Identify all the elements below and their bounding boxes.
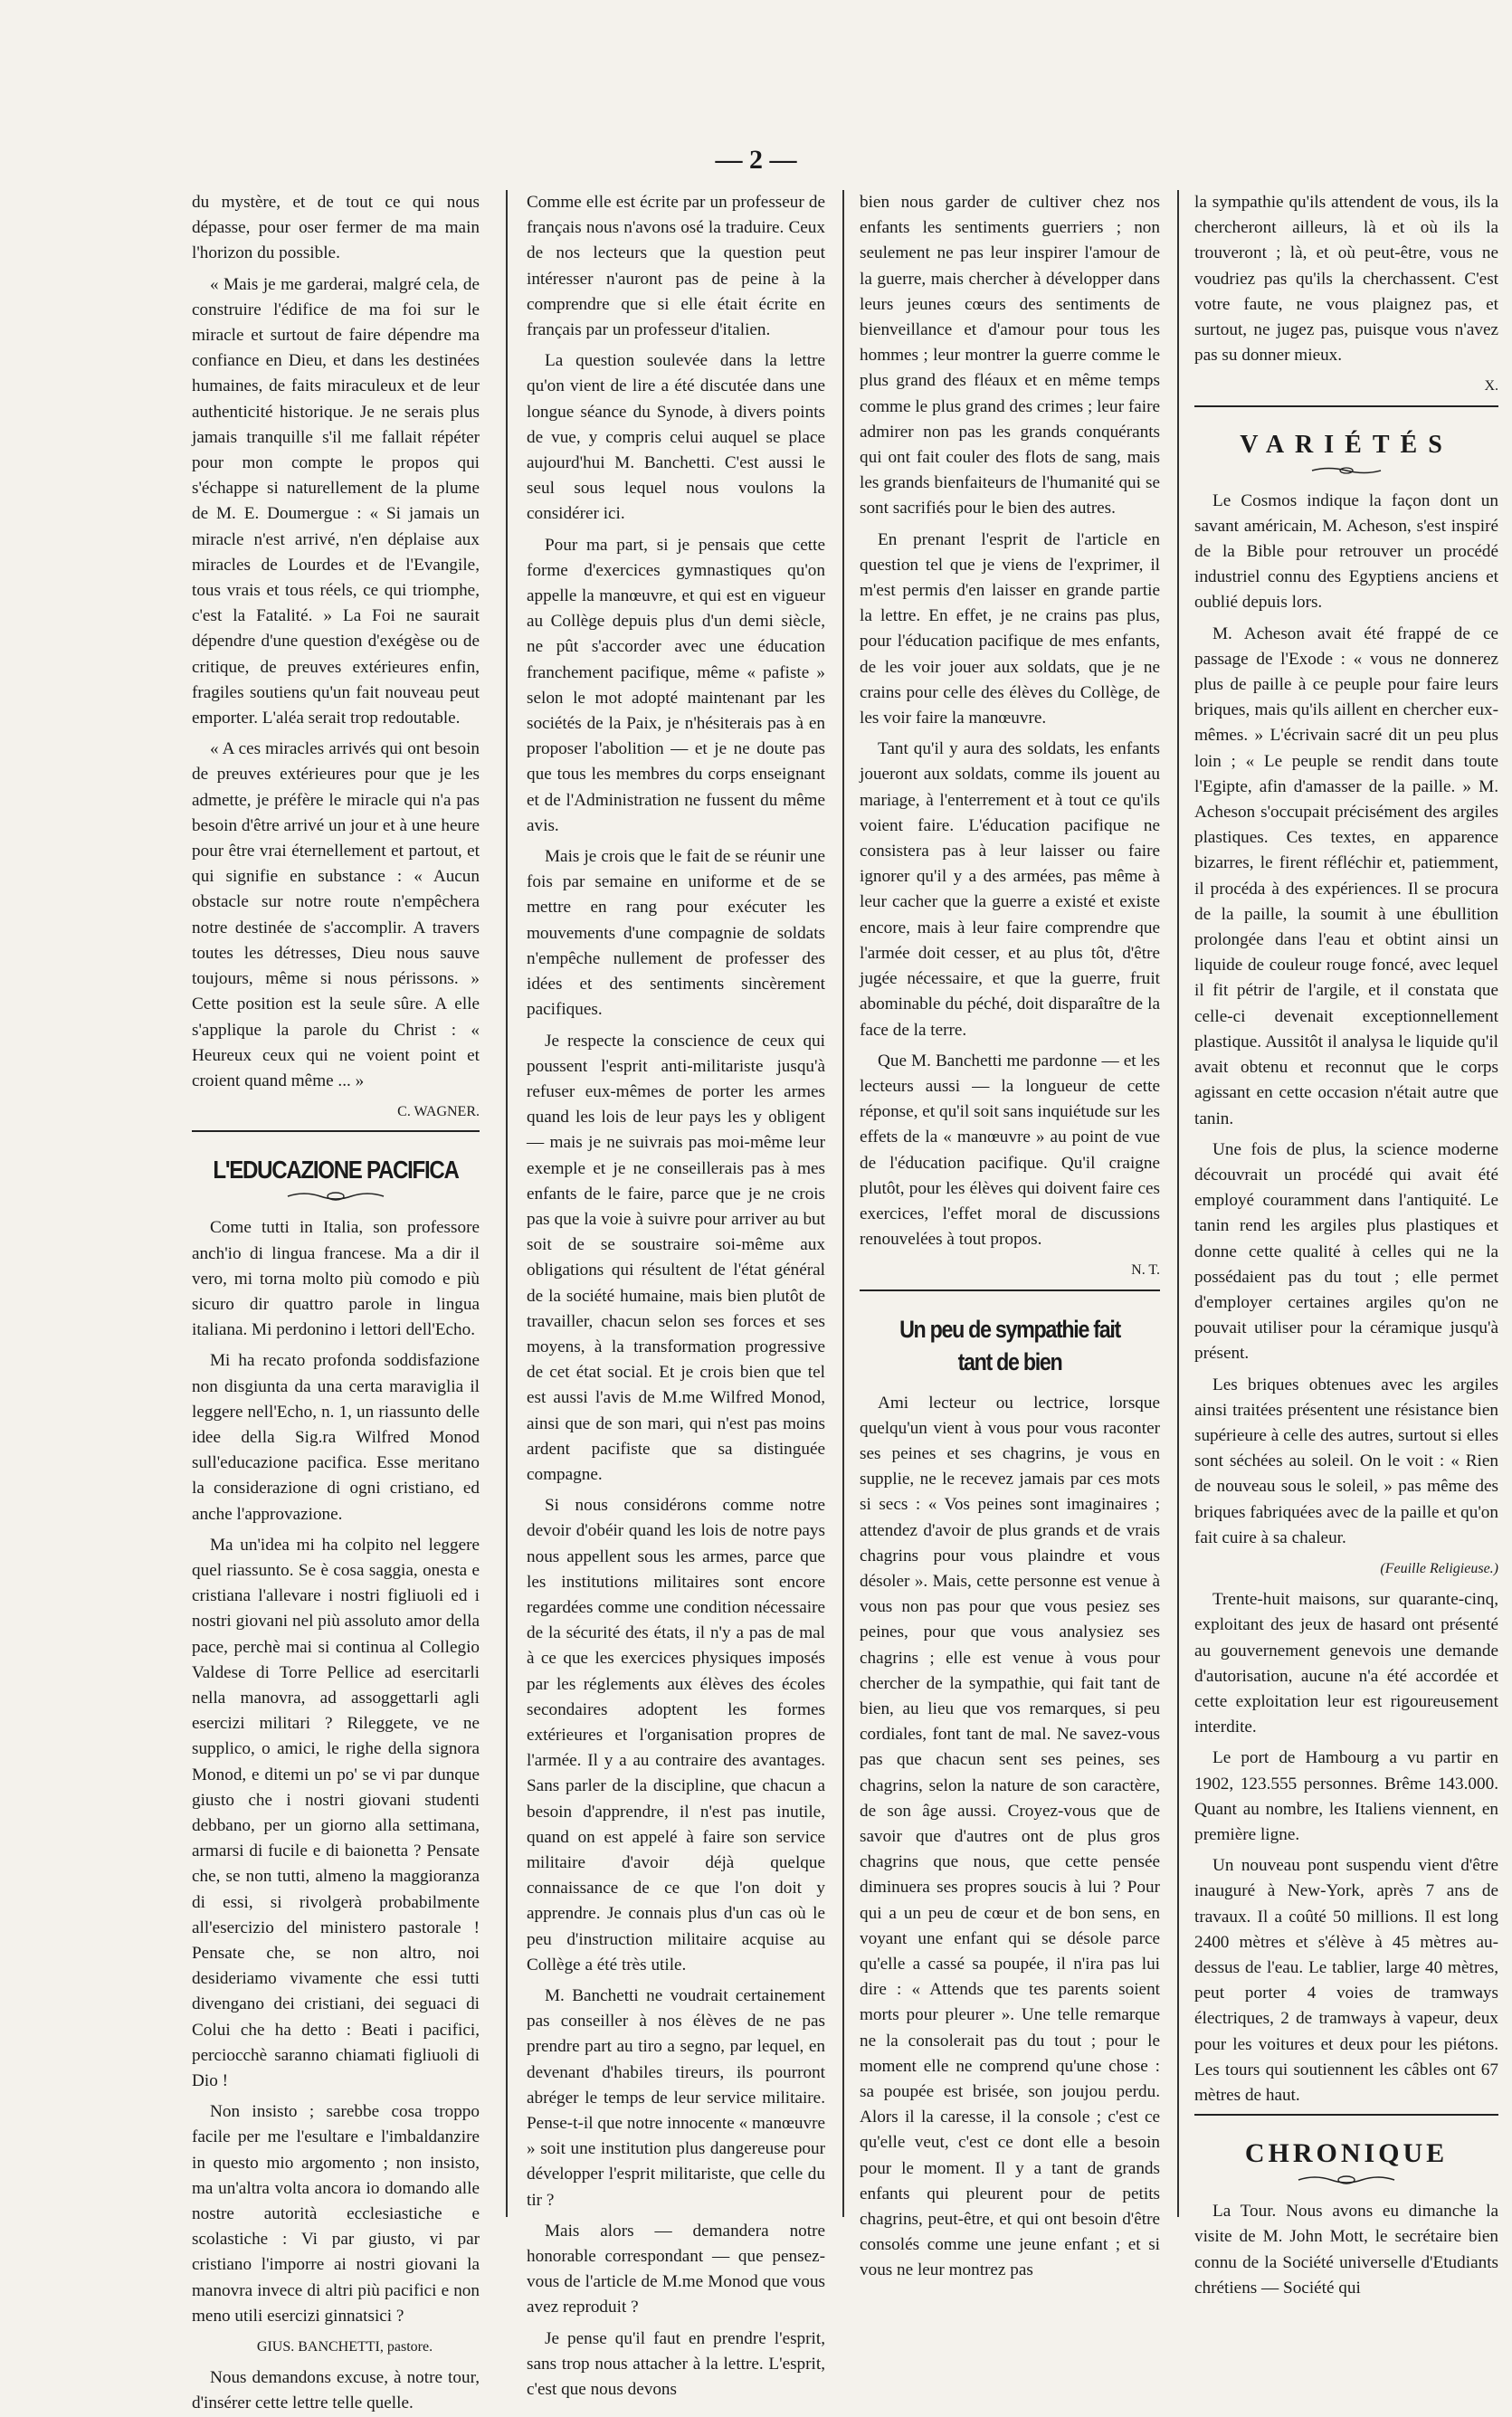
ornament-icon bbox=[1310, 465, 1383, 476]
paragraph: La question soulevée dans la lettre qu'on vient de lire a été discutée dans une longue séance du Synode, à divers points de vue, y compris celui auquel se place aujourd'hui M. Banchetti. C'est aussi le seul sous lequel nous voulons la considérer ici. bbox=[527, 351, 825, 524]
paragraph: Une fois de plus, la science moderne découvrait un procédé qui avait été employé couramment dans l'antiquité. Le tanin rend les argiles plus plastiques et donne cette qualité à celles qui ne la possédaient pas du tout ; elle permet d'employer certaines argiles qu'on ne pouvait utiliser pour la céramique jusqu'à présent. bbox=[1194, 1139, 1498, 1364]
paragraph: Trente-huit maisons, sur quarante-cinq, exploitant des jeux de hasard ont présenté au gouvernement genevois une demande d'autorisation, aucune n'a été accordée et cette exploitation leur est rigoureusement interdite. bbox=[1194, 1590, 1498, 1737]
headline: Un peu de sympathie fait tant de bien bbox=[899, 1315, 1120, 1375]
page-number: — 2 — bbox=[715, 145, 797, 175]
paragraph: Que M. Banchetti me pardonne — et les lecteurs aussi — la longueur de cette réponse, et qu'il soit sans inquiétude sur les effets de la « manœuvre » au point de vue de l'éducation pacifique. Qu'il craigne plutôt, pour les élèves qui doivent faire ces exercices, l'effet moral de discussions renouvelées à tout propos. bbox=[860, 1051, 1160, 1250]
paragraph: Mais alors — demandera notre honorable correspondant — que pensez-vous de l'article de M.me Monod que vous avez reproduit ? bbox=[527, 2221, 825, 2317]
ornament-icon bbox=[286, 1190, 385, 1203]
paragraph: Comme elle est écrite par un professeur de français nous n'avons osé la traduire. Ceux de nos lecteurs que la question peut intéresser n'auront pas de peine à la comprendre que si elle était écrite en français par un professeur d'italien. bbox=[527, 193, 825, 340]
paragraph: Pour ma part, si je pensais que cette forme d'exercices gymnastiques qu'on appelle la manœuvre, et qui est en vigueur au Collège depuis plus d'un demi siècle, ne pût s'accorder avec une éducation franchement pacifique, même « pafiste » selon le mot adopté maintenant par les sociétés de la Paix, je n'hésiterais pas à en proposer l'abolition — et je ne doute pas que tous les membres du corps enseignant et de l'Administration ne fussent du même avis. bbox=[527, 535, 825, 835]
paragraph: Ami lecteur ou lectrice, lorsque quelqu'un vient à vous pour vous raconter ses peines et ses chagrins, je vous en supplie, ne le recevez jamais par ces mots si secs : « Vos peines sont imaginaires ; attendez d'avoir de plus grands et de vrais chagrins pour vous plaindre et vous désoler ». Mais, cette personne est venue à vous non pas pour que vous pesiez ses peines, pour que vous analysiez ses chagrins ; elle est venue à vous pour chercher de la sympathie, qui fait tant de bien, au lieu que vos remarques, si peu cordiales, font tant de mal. Ne savez-vous pas que chacun sent ses peines, ses chagrins, selon la nature de son caractère, de son âge aussi. Croyez-vous que de savoir que d'autres ont de plus gros chagrins que nous, que cette pensée diminuera ses propres soucis à lui ? Pour qui a un peu de cœur et de bon sens, en voyant une enfant qui se désole parce qu'elle a cassé sa poupée, il n'ira pas lui dire : « Attends que tes parents soient morts pour pleurer ». Une telle remarque ne la consolerait pas du tout ; pour le moment elle ne comprend qu'une chose : sa poupée est brisée, son joujou perdu. Alors il la caresse, il la console ; c'est ce qu'elle veut, c'est ce dont elle a besoin pour le moment. Il y a tant de grands enfants qui pleurent pour de petits chagrins, peut-être, et qui ont besoin d'être consolés comme une jeune enfant ; et si vous ne leur montrez pas bbox=[860, 1393, 1160, 2280]
column-rule bbox=[1177, 190, 1179, 2217]
paragraph: la sympathie qu'ils attendent de vous, ils la chercheront ailleurs, là et où ils la trouveront ; là, et où peut-être, vous ne voudriez pas qu'ils la cherchassent. C'est votre faute, ne vous plaignez pas, et surtout, ne jugez pas, puisque vous n'avez pas su donner mieux. bbox=[1194, 193, 1498, 366]
paragraph: Come tutti in Italia, son professore anch'io di lingua francese. Ma a dir il vero, mi torna molto più comodo e più sicuro dir quattro parole in lingua italiana. Mi perdonino i lettori dell'Echo. bbox=[192, 1218, 480, 1340]
source-credit: (Feuille Religieuse.) bbox=[1380, 1560, 1498, 1576]
column-3 bbox=[860, 190, 1160, 2280]
paragraph: Tant qu'il y aura des soldats, les enfants joueront aux soldats, comme ils jouent au mariage, à l'enterrement et à tout ce qu'ils voient faire. L'éducation pacifique ne consistera pas à leur laisser ou faire ignorer qu'il y a des armées, pas même à leur cacher que la guerre a existé et existe encore, mais à leur faire comprendre que l'armée doit cesser, et au plus tôt, d'être jugée nécessaire, et que la guerre, fruit abominable du péché, doit disparaître de la face de la terre. bbox=[860, 739, 1160, 1040]
paragraph: Ma un'idea mi ha colpito nel leggere quel riassunto. Se è cosa saggia, onesta e cristiana l'allevare i nostri figliuoli ed i nostri giovani nel più assoluto amor della pace, perchè mai si continua al Collegio Valdese di Torre Pellice ad esercitarli nella manovra, ad assoggettarli agli esercizi militari ? Rileggete, ve ne supplico, o amici, le righe della signora Monod, e ditemi un po' se vi par dunque giusto che i nostri giovani studenti debbano, per un giorno alla settimana, armarsi di fucile e di baionetta ? Pensate che, se non tutti, almeno la maggioranza di essi, si rivolgerà probabilmente all'esercizio del ministero pastorale ! Pensate che, se non altro, noi desideriamo vivamente che essi tutti divengano dei cristiani, dei seguaci di Colui che ha detto : Beati i pacifici, perciocchè saranno chiamati figliuoli di Dio ! bbox=[192, 1535, 480, 2091]
paragraph: Nous demandons excuse, à notre tour, d'insérer cette lettre telle quelle. bbox=[192, 2368, 480, 2413]
signature: X. bbox=[1484, 378, 1498, 395]
paragraph: En prenant l'esprit de l'article en question tel que je viens de l'exprimer, il m'est permis d'en laisser en grande partie la lettre. En effet, je ne crains pas plus, pour l'éducation pacifique de mes enfants, de les voir jouer aux soldats, que je ne crains pour celle des élèves du Collège, de les voir faire la manœuvre. bbox=[860, 529, 1160, 728]
headline: CHRONIQUE bbox=[1244, 2138, 1449, 2169]
column-rule bbox=[842, 190, 844, 2217]
column-1 bbox=[192, 190, 480, 2413]
paragraph: « A ces miracles arrivés qui ont besoin de preuves extérieures pour que je les admette, je préfère le miracle qui n'a pas besoin d'être arrivé un jour et à une heure pour être vrai éternellement et partout, et qui signifie en substance : « Aucun obstacle sur notre route n'empêchera notre destinée de s'accomplir. A travers toutes les détresses, Dieu nous sauve toujours, même si nous périssons. » Cette position est la seule sûre. A elle s'applique la parole du Christ : « Heureux ceux qui ne voient point et croient quand même ... » bbox=[192, 739, 480, 1090]
article-wagner bbox=[192, 190, 480, 1125]
paragraph: Le Cosmos indique la façon dont un savant américain, M. Acheson, s'est inspiré de la Bible pour retrouver un procédé industriel connu des Egyptiens anciens et oublié depuis lors. bbox=[1194, 490, 1498, 613]
paragraph: Les briques obtenues avec les argiles ainsi traitées présentent une résistance bien supérieure à celle des autres, surtout si elles sont séchées au soleil. On le voit : « Rien de nouveau sous le soleil, » pas même des briques fabriquées avec de la paille et qu'on fait cuire à sa chaleur. bbox=[1194, 1375, 1498, 1547]
paragraph: M. Acheson avait été frappé de ce passage de l'Exode : « vous ne donnerez plus de paille à ce peuple pour faire leurs briques, mais qu'ils aillent en chercher eux-mêmes. » L'écrivain sacré dit un peu plus loin ; « Le peuple se rendit dans toute l'Egipte, afin d'amasser de la paille. » M. Acheson s'occupait précisément des argiles plastiques. Ces textes, en apparence bizarres, le firent réfléchir et, patiemment, il procéda à des expériences. Il se procura de la paille, la soumit à une ébullition prolongée dans l'eau et obtint ainsi un liquide de couleur rouge foncé, avec lequel il fit pétrir de l'argile, et il constata que celle-ci devenait exceptionnellement plastique. Aussitôt il analysa le liquide qu'il avait obtenu et reconnut que le corps agissant en cette occasion n'était autre que tanin. bbox=[1194, 623, 1498, 1128]
paragraph: Mi ha recato profonda soddisfazione non disgiunta da una certa maraviglia il leggere nell'Echo, n. 1, un riassunto delle idee della Sig.ra Wilfred Monod sull'educazione pacifica. Esse meritano la considerazione di ogni cristiano, ed anche l'approvazione. bbox=[192, 1351, 480, 1524]
signature: C. WAGNER. bbox=[397, 1104, 480, 1120]
paragraph: « Mais je me garderai, malgré cela, de construire l'édifice de ma foi sur le miracle et surtout de faire dépendre ma confiance en Dieu, et dans les destinées humaines, de faits miraculeux et de leur authenticité historique. Je ne serais plus jamais tranquille s'il me fallait répéter pour mon compte le propos qui s'échappe si naturellement de la plume de M. E. Doumergue : « Si jamais un miracle n'est arrivé, n'en déplaise aux miracles de Lourdes et de l'Evangile, tous vrais et tous réels, ce qui triomphe, c'est la Fatalité. » La Foi ne saurait dépendre d'une question d'exégèse ou de critique, de preuves extérieures enfin, fragiles soutiens qu'un fait nouveau peut emporter. L'aléa serait trop redoutable. bbox=[192, 274, 480, 728]
signature: GIUS. BANCHETTI, pastore. bbox=[256, 2339, 433, 2355]
headline: VARIÉTÉS bbox=[1240, 430, 1453, 459]
ornament-icon bbox=[1297, 2174, 1396, 2186]
paragraph: Le port de Hambourg a vu partir en 1902, 123.555 personnes. Brême 143.000. Quant au nombre, les Italiens viennent, en première ligne. bbox=[1194, 1748, 1498, 1844]
column-2 bbox=[527, 190, 825, 2400]
paragraph: Non insisto ; sarebbe cosa troppo facile per me l'esultare e l'imbaldanzire in questo mio argomento ; non insisto, ma un'altra volta ancora io domando alle nostre autorità ecclesiastiche e scolastiche : Vi par giusto, vi par cristiano l'imporre ai nostri giovani la manovra invece di altri più pacifici e non meno utili esercizi ginnatsici ? bbox=[192, 2102, 480, 2326]
paragraph: du mystère, et de tout ce qui nous dépasse, pour oser fermer de ma main l'horizon du possible. bbox=[192, 193, 480, 263]
headline: L'EDUCAZIONE PACIFICA bbox=[213, 1156, 459, 1185]
section-divider bbox=[860, 1289, 1160, 1291]
paragraph: Je pense qu'il faut en prendre l'esprit, sans trop nous attacher à la lettre. L'esprit, c'est que nous devons bbox=[527, 2328, 825, 2400]
column-4 bbox=[1194, 190, 1498, 2298]
section-divider bbox=[192, 1130, 480, 1132]
section-divider bbox=[1194, 405, 1498, 407]
paragraph: bien nous garder de cultiver chez nos enfants les sentiments guerriers ; non seulement ne pas leur inspirer l'amour de la guerre, mais chercher à développer dans leurs jeunes cœurs des sentiments de bienveillance et d'amour pour tous les hommes ; leur montrer la guerre comme le plus grand des fléaux et en même temps comme le plus grand des crimes ; leur faire admirer non pas les grands conquérants qui ont fait couler des flots de sang, mais les grands bienfaiteurs de l'humanité qui se sont sacrifiés pour le bien des autres. bbox=[860, 193, 1160, 519]
paragraph: Mais je crois que le fait de se réunir une fois par semaine en uniforme et de se mettre en rang pour exécuter les mouvements d'une compagnie de soldats n'empêche nullement de professer des idées et des sentiments sincèrement pacifiques. bbox=[527, 847, 825, 1020]
paragraph: La Tour. Nous avons eu dimanche la visite de M. John Mott, le secrétaire bien connu de la Société universelle d'Etudiants chrétiens — Société qui bbox=[1194, 2202, 1498, 2298]
paragraph: M. Banchetti ne voudrait certainement pas conseiller à nos élèves de ne pas prendre part au tiro a segno, par lequel, en devenant d'habiles tireurs, ils pourront abréger le temps de leur service militaire. Pense-t-il que notre innocente « manœuvre » soit une institution plus dangereuse pour développer l'esprit militariste, que celle du tir ? bbox=[527, 1986, 825, 2210]
signature: N. T. bbox=[1131, 1262, 1160, 1279]
column-rule bbox=[506, 190, 508, 2217]
paragraph: Je respecte la conscience de ceux qui poussent l'esprit anti-militariste jusqu'à refuser eux-mêmes de porter les armes quand les lois de leur pays les y obligent — mais je ne suivrais pas moi-même leur exemple et je ne conseillerais pas à mes enfants de le faire, parce que je ne crois pas que la voie à suivre pour arriver au but soit de se soustraire soi-même aux obligations qui résultent de l'état général de la société humaine, mais bien plutôt de travailler, chacun selon ses forces et ses moyens, à la transformation progressive de cet état social. Et je crois bien que tel est aussi l'avis de M.me Wilfred Monod, ainsi que de son mari, qui n'est pas moins ardent pacifiste que sa distinguée compagne. bbox=[527, 1031, 825, 1484]
paragraph: Un nouveau pont suspendu vient d'être inauguré à New-York, après 7 ans de travaux. Il a coûté 50 millions. Il est long 2400 mètres et s'élève à 45 mètres au-dessus de l'eau. Le tablier, large 40 mètres, peut porter 4 voies de tramways électriques, 2 de tramways à vapeur, deux pour les voitures et deux pour les piétons. Les tours qui soutiennent les câbles ont 67 mètres de haut. bbox=[1194, 1856, 1498, 2106]
section-divider bbox=[1194, 2114, 1498, 2116]
paragraph: Si nous considérons comme notre devoir d'obéir quand les lois de notre pays nous appellent sous les armes, parce que les institutions militaires sont encore regardées comme une condition nécessaire de la sécurité des états, il n'y a pas de mal à ce que les exercices physiques imposés par les réglements aux élèves des écoles secondaires adoptent les formes extérieures et l'organisation propres de l'armée. Il y a au contraire des avantages. Sans parler de la discipline, que chacun a besoin d'apprendre, il n'est pas inutile, quand on est appelé à faire son service militaire d'avoir déjà quelque connaissance de ce que l'on doit y apprendre. Je connais plus d'un cas où le peu d'instruction militaire acquise au Collège a été très utile. bbox=[527, 1496, 825, 1975]
article-educazione-pacifica bbox=[192, 1154, 480, 2416]
